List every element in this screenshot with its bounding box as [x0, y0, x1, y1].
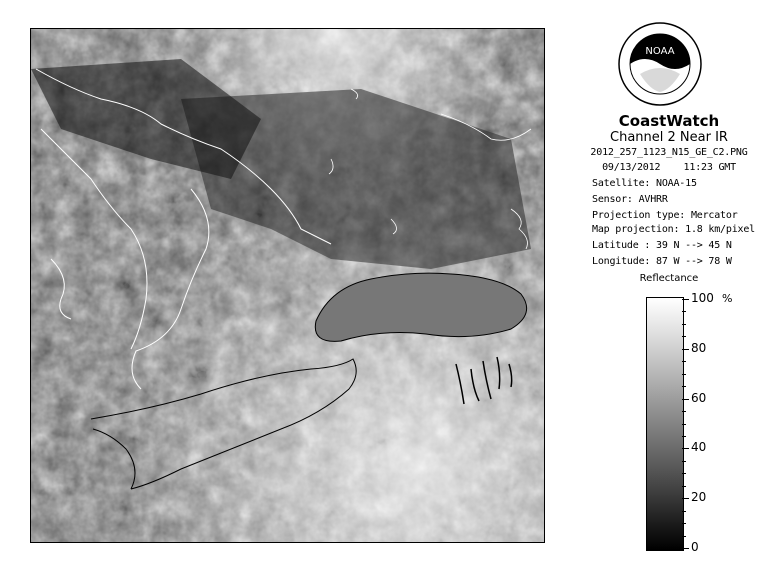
scale-tick-20 — [682, 498, 689, 499]
satellite-image — [30, 28, 545, 543]
latitude-text: Latitude : 39 N --> 45 N — [592, 240, 732, 251]
scale-minor-tick — [682, 361, 686, 362]
scale-tick-label: 80 — [691, 340, 707, 355]
scale-tick-label: 100 — [691, 291, 714, 305]
datetime: 09/13/2012 11:23 GMT — [602, 162, 736, 173]
map-projection-text: Map projection: 1.8 km/pixel — [592, 224, 755, 235]
satellite-map — [31, 29, 544, 542]
noaa-logo — [618, 22, 702, 106]
sensor-text: Sensor: AVHRR — [592, 194, 668, 205]
filename: 2012_257_1123_N15_GE_C2.PNG — [590, 147, 748, 158]
app-title: CoastWatch — [618, 112, 720, 130]
scale-tick-label: 0 — [691, 540, 699, 554]
scale-minor-tick — [682, 473, 686, 474]
scale-minor-tick — [682, 536, 686, 537]
scale-minor-tick — [682, 324, 686, 325]
scale-tick-label: 60 — [691, 390, 707, 405]
scale-minor-tick — [682, 436, 686, 437]
scale-minor-tick — [682, 374, 686, 375]
reflectance-colorbar — [646, 297, 684, 551]
scale-minor-tick — [682, 461, 686, 462]
scale-tick-label: 20 — [691, 490, 707, 505]
scale-minor-tick — [682, 511, 686, 512]
scale-tick-100 — [682, 299, 689, 300]
scale-tick-60 — [682, 399, 689, 400]
scale-label: Reflectance — [639, 273, 699, 284]
scale-tick-0 — [682, 548, 689, 549]
longitude-text: Longitude: 87 W --> 78 W — [592, 256, 732, 267]
scale-minor-tick — [682, 386, 686, 387]
scale-minor-tick — [682, 336, 686, 337]
projection-type-text: Projection type: Mercator — [592, 210, 738, 221]
scale-minor-tick — [682, 486, 686, 487]
scale-unit: % — [722, 292, 733, 305]
scale-tick-80 — [682, 349, 689, 350]
scale-minor-tick — [682, 311, 686, 312]
scale-minor-tick — [682, 523, 686, 524]
svg-text:NOAA: NOAA — [645, 46, 675, 57]
channel-subtitle: Channel 2 Near IR — [610, 130, 728, 145]
scale-minor-tick — [682, 411, 686, 412]
scale-tick-40 — [682, 448, 689, 449]
satellite-text: Satellite: NOAA-15 — [592, 178, 697, 189]
scale-tick-label: 40 — [691, 440, 707, 455]
scale-minor-tick — [682, 424, 686, 425]
